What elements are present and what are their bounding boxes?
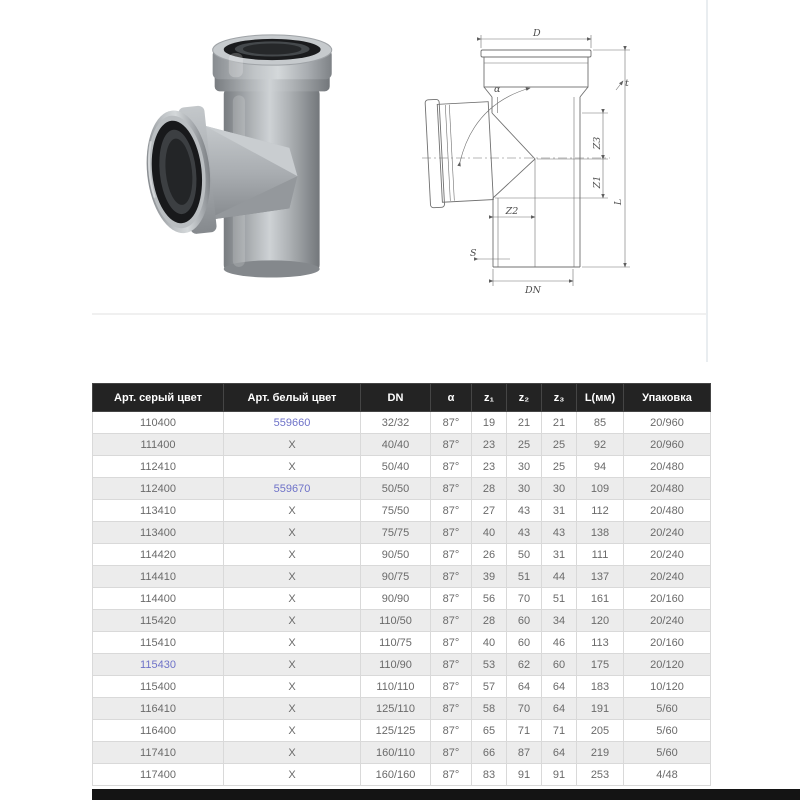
table-row <box>93 610 711 632</box>
table-row <box>93 632 711 654</box>
table-cell: 117400 <box>93 764 224 786</box>
table-cell: 71 <box>542 720 577 742</box>
table-cell: 87° <box>431 522 472 544</box>
table-cell: 125/110 <box>361 698 431 720</box>
product-photo <box>140 22 362 300</box>
table-cell: 44 <box>542 566 577 588</box>
table-row <box>93 566 711 588</box>
table-cell: 70 <box>507 588 542 610</box>
table-cell: 110400 <box>93 412 224 434</box>
table-cell: 30 <box>507 456 542 478</box>
table-cell: 114400 <box>93 588 224 610</box>
table-cell: 112 <box>577 500 624 522</box>
table-cell: X <box>224 588 361 610</box>
column-header-7: L(мм) <box>577 384 624 412</box>
table-cell: 87° <box>431 742 472 764</box>
table-cell: 50 <box>507 544 542 566</box>
table-cell: 64 <box>542 698 577 720</box>
branch-socket <box>141 105 218 238</box>
table-cell: 25 <box>507 434 542 456</box>
table-cell: 115410 <box>93 632 224 654</box>
column-header-3: α <box>431 384 472 412</box>
table-cell: 31 <box>542 544 577 566</box>
dim-label-alpha: α <box>494 84 501 95</box>
table-cell: 87° <box>431 434 472 456</box>
table-cell: 51 <box>542 588 577 610</box>
table-cell: 112410 <box>93 456 224 478</box>
column-header-6: z₃ <box>542 384 577 412</box>
column-header-0: Арт. серый цвет <box>93 384 224 412</box>
table-cell: 87° <box>431 654 472 676</box>
table-cell: 87° <box>431 412 472 434</box>
table-cell: 87° <box>431 720 472 742</box>
table-cell: X <box>224 522 361 544</box>
table-cell: 161 <box>577 588 624 610</box>
technical-drawing <box>420 10 710 310</box>
table-cell: 56 <box>472 588 507 610</box>
table-cell: 58 <box>472 698 507 720</box>
table-cell: 60 <box>542 654 577 676</box>
column-header-4: z₁ <box>472 384 507 412</box>
table-cell: 253 <box>577 764 624 786</box>
table-row <box>93 720 711 742</box>
table-cell: 110/90 <box>361 654 431 676</box>
column-header-1: Арт. белый цвет <box>224 384 361 412</box>
table-cell: 23 <box>472 434 507 456</box>
table-cell: 50/40 <box>361 456 431 478</box>
table-cell: 112400 <box>93 478 224 500</box>
table-cell: 114410 <box>93 566 224 588</box>
table-row <box>93 456 711 478</box>
table-cell: 113400 <box>93 522 224 544</box>
table-cell: X <box>224 764 361 786</box>
vertical-divider <box>706 0 708 362</box>
table-cell: 117410 <box>93 742 224 764</box>
table-cell: 115400 <box>93 676 224 698</box>
table-cell: 219 <box>577 742 624 764</box>
table-cell: 111 <box>577 544 624 566</box>
dim-label-D: D <box>533 28 541 39</box>
table-cell: 64 <box>507 676 542 698</box>
table-row <box>93 676 711 698</box>
table-cell: X <box>224 720 361 742</box>
table-cell: 51 <box>507 566 542 588</box>
table-row <box>93 434 711 456</box>
table-cell: 114420 <box>93 544 224 566</box>
table-cell: X <box>224 632 361 654</box>
table-cell: 25 <box>542 456 577 478</box>
table-cell: 50/50 <box>361 478 431 500</box>
table-cell: 4/48 <box>624 764 711 786</box>
dim-label-t: t <box>625 78 629 89</box>
table-cell: 138 <box>577 522 624 544</box>
table-cell: 87° <box>431 676 472 698</box>
table-row <box>93 698 711 720</box>
article-link[interactable]: 115430 <box>140 658 176 671</box>
table-cell: 191 <box>577 698 624 720</box>
table-cell: 91 <box>542 764 577 786</box>
table-cell: 205 <box>577 720 624 742</box>
table-cell: 66 <box>472 742 507 764</box>
table-row <box>93 764 711 786</box>
table-cell: 183 <box>577 676 624 698</box>
table-cell: 20/240 <box>624 544 711 566</box>
table-cell: 5/60 <box>624 698 711 720</box>
table-cell: 120 <box>577 610 624 632</box>
table-cell: X <box>224 434 361 456</box>
table-cell: 116400 <box>93 720 224 742</box>
table-cell: 20/480 <box>624 456 711 478</box>
column-header-5: z₂ <box>507 384 542 412</box>
table-cell <box>224 412 361 434</box>
table-cell: 26 <box>472 544 507 566</box>
table-cell: 85 <box>577 412 624 434</box>
table-cell: 5/60 <box>624 742 711 764</box>
table-cell: 39 <box>472 566 507 588</box>
table-cell: 21 <box>542 412 577 434</box>
table-cell: 27 <box>472 500 507 522</box>
table-cell: 87° <box>431 456 472 478</box>
table-cell: 87 <box>507 742 542 764</box>
table-cell: 160/110 <box>361 742 431 764</box>
table-cell: 31 <box>542 500 577 522</box>
table-cell: 113410 <box>93 500 224 522</box>
table-cell: 10/120 <box>624 676 711 698</box>
table-row <box>93 742 711 764</box>
table-cell: 92 <box>577 434 624 456</box>
table-cell: 60 <box>507 632 542 654</box>
table-cell: 20/240 <box>624 522 711 544</box>
table-cell: 87° <box>431 698 472 720</box>
table-cell: 43 <box>542 522 577 544</box>
table-cell: 94 <box>577 456 624 478</box>
dim-label-z2: Z2 <box>505 206 519 217</box>
table-cell: 175 <box>577 654 624 676</box>
table-cell: 5/60 <box>624 720 711 742</box>
table-cell: 62 <box>507 654 542 676</box>
table-cell: 87° <box>431 478 472 500</box>
table-cell: 111400 <box>93 434 224 456</box>
table-cell: 21 <box>507 412 542 434</box>
table-cell: 40/40 <box>361 434 431 456</box>
table-cell: 20/120 <box>624 654 711 676</box>
table-cell: 160/160 <box>361 764 431 786</box>
table-cell: 20/480 <box>624 478 711 500</box>
table-cell: X <box>224 676 361 698</box>
table-cell: 19 <box>472 412 507 434</box>
spec-table-header-row <box>93 384 711 412</box>
table-cell: X <box>224 500 361 522</box>
article-link[interactable]: 559660 <box>273 416 311 429</box>
table-cell: 113 <box>577 632 624 654</box>
dim-label-z3: Z3 <box>592 136 603 150</box>
table-cell: 32/32 <box>361 412 431 434</box>
table-cell: 20/240 <box>624 566 711 588</box>
table-cell: 30 <box>507 478 542 500</box>
table-row <box>93 500 711 522</box>
table-cell: 20/960 <box>624 434 711 456</box>
table-cell: 109 <box>577 478 624 500</box>
table-cell: X <box>224 654 361 676</box>
table-cell: 115420 <box>93 610 224 632</box>
table-cell: 75/75 <box>361 522 431 544</box>
table-row <box>93 412 711 434</box>
table-row <box>93 544 711 566</box>
table-cell: X <box>224 544 361 566</box>
table-cell: 20/960 <box>624 412 711 434</box>
table-cell: 28 <box>472 610 507 632</box>
table-cell: 25 <box>542 434 577 456</box>
table-row <box>93 654 711 676</box>
table-cell: X <box>224 456 361 478</box>
table-cell: 20/160 <box>624 632 711 654</box>
table-cell: X <box>224 566 361 588</box>
table-cell: 65 <box>472 720 507 742</box>
horizontal-divider <box>92 313 706 315</box>
table-cell: 125/125 <box>361 720 431 742</box>
dim-label-L: L <box>613 198 624 206</box>
table-cell: 20/160 <box>624 588 711 610</box>
table-cell: 43 <box>507 500 542 522</box>
column-header-2: DN <box>361 384 431 412</box>
table-cell: 116410 <box>93 698 224 720</box>
table-cell: 60 <box>507 610 542 632</box>
table-cell: 46 <box>542 632 577 654</box>
table-cell: 110/50 <box>361 610 431 632</box>
table-cell: 23 <box>472 456 507 478</box>
table-cell: 90/90 <box>361 588 431 610</box>
table-cell <box>224 478 361 500</box>
table-cell: 110/110 <box>361 676 431 698</box>
table-cell: 137 <box>577 566 624 588</box>
table-row <box>93 522 711 544</box>
table-cell: X <box>224 698 361 720</box>
table-cell: 64 <box>542 676 577 698</box>
table-cell: 53 <box>472 654 507 676</box>
table-cell: X <box>224 742 361 764</box>
bottom-bar <box>92 789 800 800</box>
table-cell: 87° <box>431 632 472 654</box>
table-cell: 87° <box>431 764 472 786</box>
dim-label-DN: DN <box>525 285 541 296</box>
table-row <box>93 588 711 610</box>
table-cell: 91 <box>507 764 542 786</box>
table-cell: 75/50 <box>361 500 431 522</box>
table-cell: 57 <box>472 676 507 698</box>
table-cell: 64 <box>542 742 577 764</box>
table-cell: 87° <box>431 610 472 632</box>
table-cell: 87° <box>431 566 472 588</box>
column-header-8: Упаковка <box>624 384 711 412</box>
table-cell: 20/240 <box>624 610 711 632</box>
dim-label-z1: Z1 <box>592 175 603 189</box>
table-cell: 71 <box>507 720 542 742</box>
table-cell: X <box>224 610 361 632</box>
table-cell: 70 <box>507 698 542 720</box>
table-cell: 87° <box>431 544 472 566</box>
table-cell: 90/75 <box>361 566 431 588</box>
table-cell: 87° <box>431 588 472 610</box>
table-cell: 43 <box>507 522 542 544</box>
table-cell: 30 <box>542 478 577 500</box>
table-cell <box>93 654 224 676</box>
spec-table <box>92 383 711 786</box>
table-cell: 110/75 <box>361 632 431 654</box>
table-cell: 34 <box>542 610 577 632</box>
table-cell: 83 <box>472 764 507 786</box>
table-cell: 40 <box>472 522 507 544</box>
table-cell: 87° <box>431 500 472 522</box>
spec-table-body <box>93 412 711 786</box>
article-link[interactable]: 559670 <box>273 482 311 495</box>
table-cell: 90/50 <box>361 544 431 566</box>
dim-label-S: S <box>470 248 477 259</box>
table-cell: 28 <box>472 478 507 500</box>
table-cell: 40 <box>472 632 507 654</box>
table-cell: 20/480 <box>624 500 711 522</box>
table-row <box>93 478 711 500</box>
